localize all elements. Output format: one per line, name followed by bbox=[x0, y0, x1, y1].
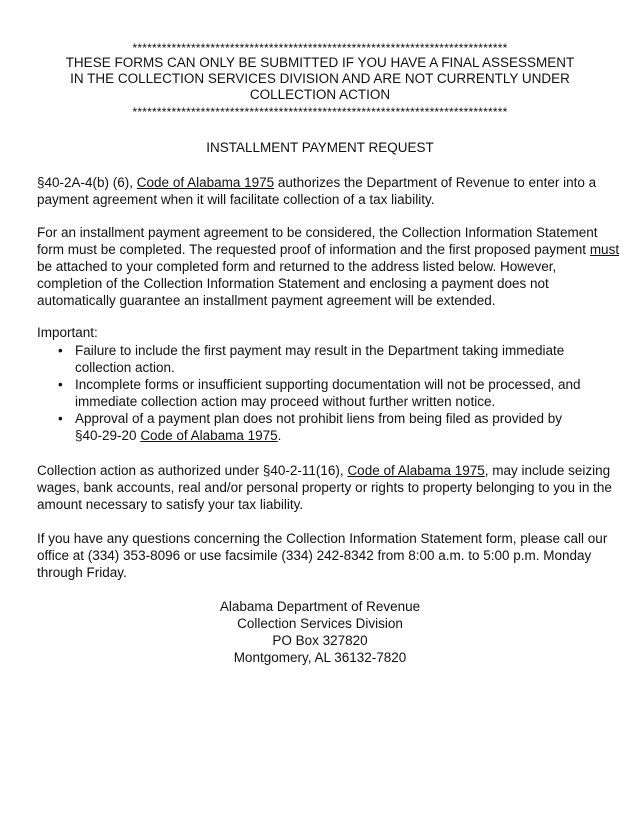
address-org: Alabama Department of Revenue bbox=[219, 599, 421, 614]
code-of-alabama-reference: Code of Alabama 1975 bbox=[140, 428, 278, 443]
list-item: • Approval of a payment plan does not prohibit liens from being filed as provided by §40-29-20 Code of Alabama 1975. bbox=[58, 411, 563, 443]
asterisk-divider-top: ***************************************************************************** bbox=[132, 42, 508, 54]
mailing-address bbox=[0, 598, 640, 666]
list-item: • Incomplete forms or insufficient supporting documentation will not be processed, and immediate collection action may proceed without further written notice. bbox=[58, 377, 581, 409]
important-list bbox=[37, 342, 617, 444]
notice-line-2: IN THE COLLECTION SERVICES DIVISION AND ARE NOT CURRENTLY UNDER bbox=[70, 71, 570, 86]
bullet-icon: • bbox=[58, 377, 63, 392]
requirements-paragraph: For an installment payment agreement to be considered, the Collection Information Statement form must be completed. The requested proof of information and the first proposed payment must be attached to your completed form and returned to the address listed below. However, completion of the Collection Information Statement and enclosing a payment does not automatically guarantee an installment payment agreement will be extended. bbox=[37, 225, 620, 308]
address-pobox: PO Box 327820 bbox=[272, 633, 368, 648]
address-city: Montgomery, AL 36132-7820 bbox=[233, 650, 407, 665]
asterisk-divider-bottom: ***************************************************************************** bbox=[132, 106, 508, 118]
contact-paragraph: If you have any questions concerning the Collection Information Statement form, please call our office at (334) 353-8096 or use facsimile (334) 242-8342 from 8:00 a.m. to 5:00 p.m. Monday through Friday. bbox=[37, 531, 608, 580]
must-emphasis: must bbox=[589, 242, 620, 257]
code-of-alabama-reference: Code of Alabama 1975 bbox=[136, 175, 275, 190]
authority-paragraph: §40-2A-4(b) (6), Code of Alabama 1975 authorizes the Department of Revenue to enter into a payment agreement when it will facilitate collection of a tax liability. bbox=[37, 175, 597, 207]
address-division: Collection Services Division bbox=[237, 616, 403, 631]
notice-line-3: COLLECTION ACTION bbox=[249, 87, 391, 102]
bullet-icon: • bbox=[58, 343, 63, 358]
important-heading: Important: bbox=[37, 325, 98, 340]
bullet-icon: • bbox=[58, 411, 63, 426]
notice-line-1: THESE FORMS CAN ONLY BE SUBMITTED IF YOU HAVE A FINAL ASSESSMENT bbox=[65, 55, 575, 70]
page-title: INSTALLMENT PAYMENT REQUEST bbox=[206, 140, 434, 155]
list-item: • Failure to include the first payment may result in the Department taking immediate collection action. bbox=[58, 343, 565, 375]
eligibility-notice bbox=[30, 55, 610, 103]
collection-action-paragraph: Collection action as authorized under §40-2-11(16), Code of Alabama 1975, may include seizing wages, bank accounts, real and/or personal property or rights to property belonging to you in the amount necessary to satisfy your tax liability. bbox=[37, 463, 612, 512]
code-of-alabama-reference: Code of Alabama 1975 bbox=[347, 463, 485, 478]
